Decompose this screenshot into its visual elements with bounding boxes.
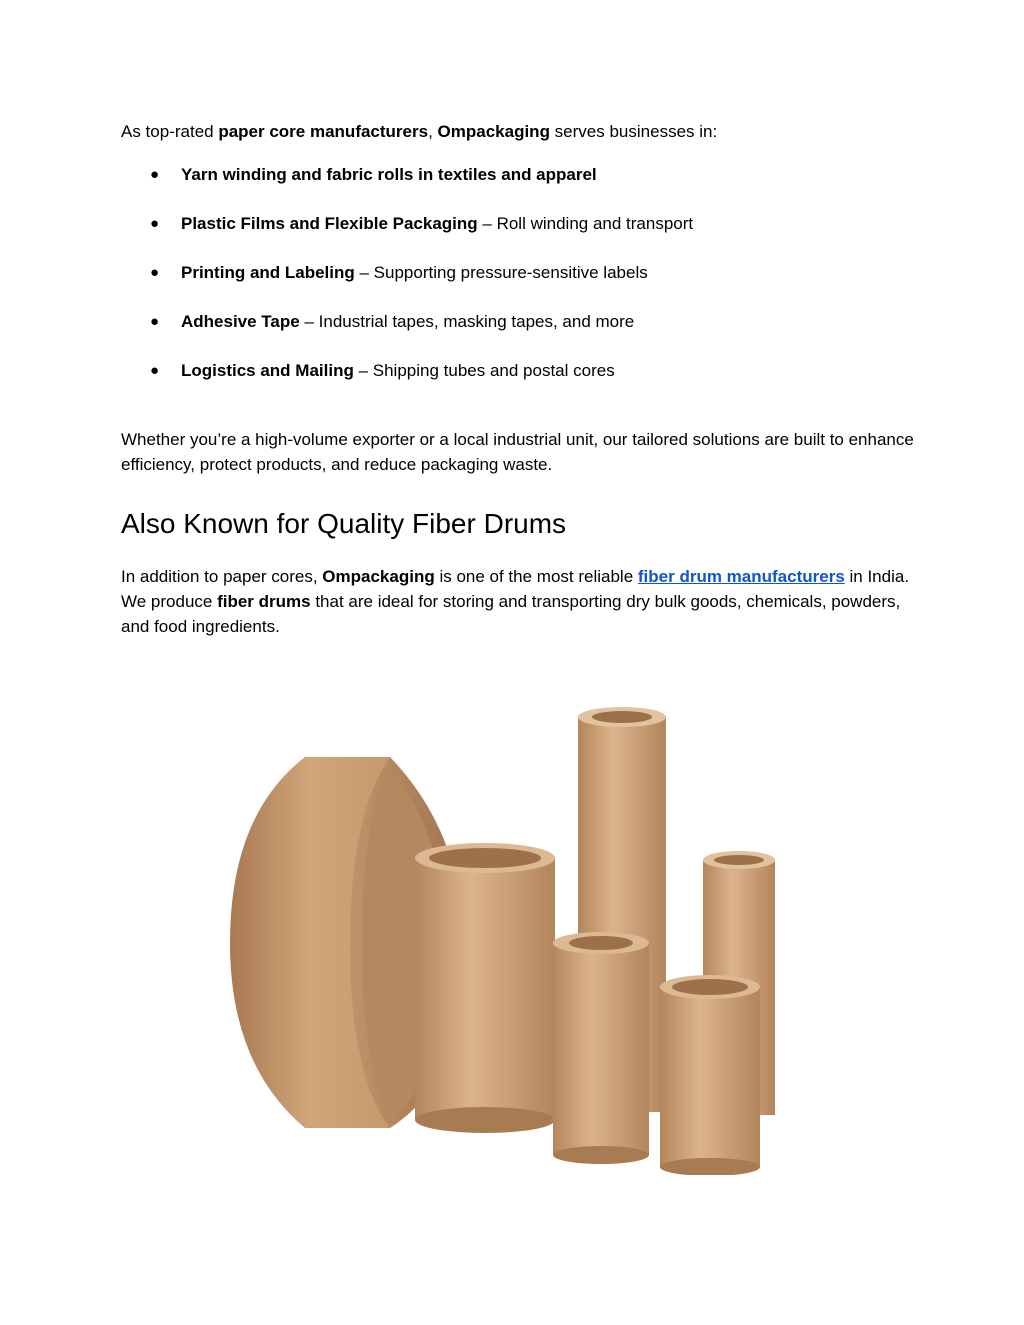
closing-paragraph: Whether you’re a high-volume exporter or a local industrial unit, our tailored solutions are built to enhance efficiency, protect products, and reduce packaging waste. [121, 430, 914, 474]
section-heading: Also Known for Quality Fiber Drums [121, 508, 567, 539]
list-item-title: Plastic Films and Flexible Packaging [181, 214, 478, 233]
list-item [121, 162, 921, 211]
fiber-text-3: in India. We produce [121, 567, 910, 611]
list-item-detail: – Roll winding and transport [477, 214, 694, 233]
bullet-icon: ● [150, 264, 160, 281]
list-item-title: Printing and Labeling [181, 263, 355, 282]
list-item [121, 211, 921, 260]
intro-paragraph [121, 119, 921, 145]
list-item-title: Logistics and Mailing [181, 361, 354, 380]
intro-bold-brand: Ompackaging [437, 122, 550, 141]
fiber-text-4: that are ideal for storing and transporting dry bulk goods, chemicals, powders, and food ingredients. [121, 592, 901, 636]
wide-core-tube-front [660, 975, 760, 1175]
list-item [121, 358, 921, 407]
bullet-icon: ● [150, 215, 160, 232]
list-item-detail: – Shipping tubes and postal cores [353, 361, 615, 380]
intro-separator: , [428, 122, 438, 141]
medium-core-tube [415, 843, 555, 1133]
fiber-text-2: is one of the most reliable [434, 567, 638, 586]
fiber-drum-manufacturers-link[interactable]: fiber drum manufacturers [637, 567, 845, 586]
paper-tubes-image [210, 695, 810, 1175]
list-item-title: Yarn winding and fabric rolls in textiles and apparel [181, 165, 597, 184]
bullet-icon: ● [150, 362, 160, 379]
list-item-detail: – Industrial tapes, masking tapes, and more [299, 312, 635, 331]
bullet-icon: ● [150, 166, 160, 183]
intro-suffix: serves businesses in: [549, 122, 718, 141]
list-item [121, 309, 921, 358]
fiber-bold-brand: Ompackaging [322, 567, 435, 586]
list-item-detail: – Supporting pressure-sensitive labels [354, 263, 648, 282]
short-core-tube-front [553, 932, 649, 1164]
industries-list [121, 162, 921, 407]
fiber-text-1: In addition to paper cores, [121, 567, 323, 586]
fiber-bold-drums: fiber drums [217, 592, 311, 611]
intro-bold-paper-core: paper core manufacturers [218, 122, 429, 141]
list-item [121, 260, 921, 309]
intro-text: As top-rated [121, 122, 219, 141]
fiber-drum-paragraph [121, 564, 921, 639]
bullet-icon: ● [150, 313, 160, 330]
list-item-title: Adhesive Tape [181, 312, 300, 331]
